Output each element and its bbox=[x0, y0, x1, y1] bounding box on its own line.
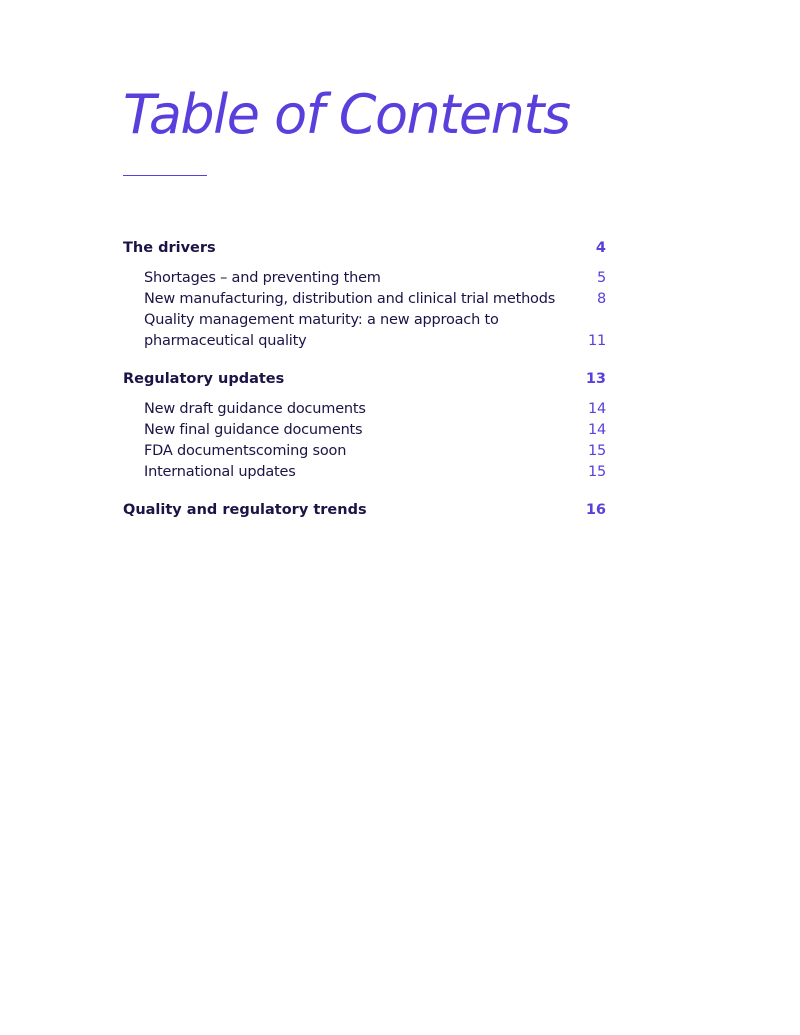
toc-item-label: New final guidance documents bbox=[144, 422, 363, 438]
toc-section-page-number: 4 bbox=[595, 240, 606, 256]
toc-section-heading[interactable] bbox=[123, 236, 606, 260]
toc-item[interactable] bbox=[123, 399, 606, 420]
page-title: Table of Contents bbox=[123, 83, 570, 146]
toc-item[interactable] bbox=[123, 268, 606, 289]
toc-item[interactable] bbox=[123, 420, 606, 441]
toc-item-page-number: 14 bbox=[587, 422, 606, 438]
toc-item-page-number: 14 bbox=[587, 401, 606, 417]
toc-item-label: New manufacturing, distribution and clinical trial methods bbox=[144, 291, 556, 307]
toc-section-page-number: 13 bbox=[585, 371, 606, 387]
toc-item-page-number: 5 bbox=[596, 270, 606, 286]
toc-item[interactable] bbox=[123, 289, 606, 310]
toc-section-page-number: 16 bbox=[585, 502, 606, 518]
toc-item-list bbox=[123, 399, 606, 483]
toc-item-page-number: 11 bbox=[587, 333, 606, 349]
toc-item-label: FDA documentscoming soon bbox=[144, 443, 347, 459]
title-underline bbox=[123, 175, 207, 176]
toc-section-label: The drivers bbox=[123, 240, 216, 256]
toc-section-heading[interactable] bbox=[123, 498, 606, 522]
toc-item-label: Shortages – and preventing them bbox=[144, 270, 381, 286]
toc-section-label: Regulatory updates bbox=[123, 371, 285, 387]
toc-item[interactable] bbox=[123, 462, 606, 483]
toc-item-page-number: 15 bbox=[587, 464, 606, 480]
toc-item-label: Quality management maturity: a new approach to pharmaceutical quality bbox=[144, 312, 499, 349]
toc-item-list bbox=[123, 268, 606, 352]
toc-section-heading[interactable] bbox=[123, 367, 606, 391]
toc-item-label: International updates bbox=[144, 464, 296, 480]
toc-item-page-number: 15 bbox=[587, 443, 606, 459]
toc-item[interactable] bbox=[123, 310, 606, 352]
toc-section-label: Quality and regulatory trends bbox=[123, 502, 367, 518]
toc-section-quality-and-regulatory-trends bbox=[123, 498, 606, 522]
toc-item-page-number: 8 bbox=[596, 291, 606, 307]
toc-item[interactable] bbox=[123, 441, 606, 462]
toc-item-label: New draft guidance documents bbox=[144, 401, 366, 417]
table-of-contents bbox=[123, 236, 606, 537]
toc-section-the-drivers bbox=[123, 236, 606, 352]
toc-section-regulatory-updates bbox=[123, 367, 606, 483]
